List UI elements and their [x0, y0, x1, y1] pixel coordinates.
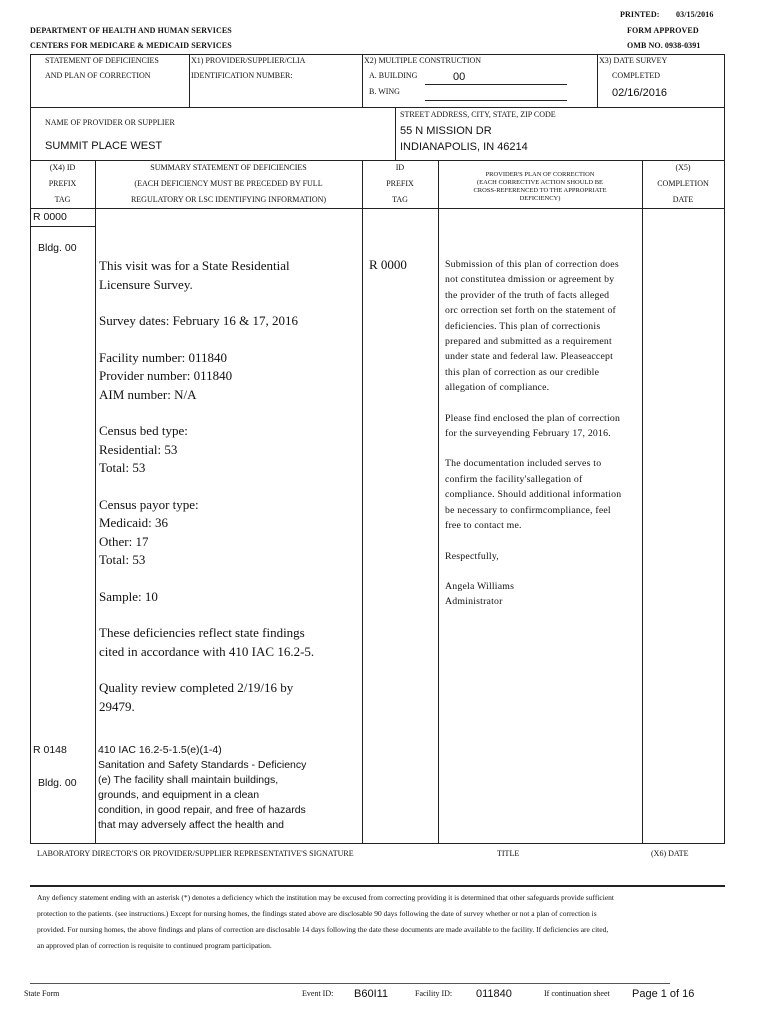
plan-paragraph: Please find enclosed the plan of correction for the surveyending February 17, 2016. [445, 412, 621, 440]
col-x4-id: (X4) ID [49, 163, 76, 172]
signature-underline [30, 885, 725, 887]
col-tag: TAG [54, 195, 71, 204]
x6-date-label: (X6) DATE [651, 849, 689, 858]
x1-label: IDENTIFICATION NUMBER: [191, 71, 293, 80]
column-divider [95, 160, 96, 844]
table-divider [362, 54, 363, 107]
centers-name: CENTERS FOR MEDICARE & MEDICAID SERVICES [30, 41, 232, 50]
state-form-label: State Form [24, 989, 60, 998]
table-border-bottom [30, 843, 725, 844]
col-x5: (X5) [675, 163, 691, 172]
event-id: B60I11 [354, 988, 389, 1000]
plan-text [445, 257, 623, 610]
summary-paragraph: Survey dates: February 16 & 17, 2016 [99, 313, 298, 328]
summary-paragraph: Census bed type: Residential: 53 Total: 53 [99, 423, 188, 475]
omb-number: OMB NO. 0938-0391 [627, 41, 701, 50]
col-plan: DEFICIENCY) [519, 195, 561, 202]
printed-date: 03/15/2016 [676, 10, 714, 19]
table-border-top [30, 54, 725, 55]
col-id: ID [395, 163, 405, 172]
summary-paragraph: Census payor type: Medicaid: 36 Other: 17 Total: 53 [99, 496, 199, 567]
x3-label: COMPLETED [612, 71, 660, 80]
table-divider [395, 107, 396, 160]
col-summary: REGULATORY OR LSC IDENTIFYING INFORMATION) [130, 195, 327, 204]
col-tag2: TAG [392, 195, 408, 204]
col-summary: SUMMARY STATEMENT OF DEFICIENCIES [150, 163, 307, 172]
table-divider [597, 54, 598, 107]
wing-label: B. WING [369, 87, 400, 96]
department-name: DEPARTMENT OF HEALTH AND HUMAN SERVICES [30, 26, 232, 35]
col-date: DATE [672, 195, 694, 204]
plan-paragraph: Respectfully, [445, 550, 499, 562]
r0000-building: Bldg. 00 [38, 242, 77, 254]
statement-label: STATEMENT OF DEFICIENCIES [45, 56, 159, 65]
table-divider [30, 107, 725, 108]
building-label: A. BUILDING [369, 71, 418, 80]
building-underline [425, 84, 567, 85]
title-label: TITLE [497, 849, 520, 858]
r0000-tag: R 0000 [33, 211, 67, 223]
facility-id-label: Facility ID: [415, 989, 453, 998]
tag-underline [30, 226, 95, 227]
col-prefix: PREFIX [48, 179, 77, 188]
footnote: Any defiency statement ending with an asterisk (*) denotes a deficiency which the institution may be excused from correcting providing it is determined that other safeguards provide sufficient protection to the patients. (see instructions.) Except for nursing homes, the findings stated above are disclosable 90 days following the date of survey whether or not a plan of correction is provided. For nursing homes, the above findings and plans of correction are disclosable 14 days following the date these documents are made available to the facility. If deficiencies are cited, an approved plan of correction is requisite to continued program participation. [37, 893, 614, 950]
continuation-label: If continuation sheet [544, 989, 610, 998]
col-plan: (EACH CORRECTIVE ACTION SHOULD BE [476, 179, 604, 186]
table-border-right [724, 54, 725, 844]
x3-label: X3) DATE SURVEY [599, 56, 668, 65]
table-divider [30, 160, 725, 161]
x1-label: X1) PROVIDER/SUPPLIER/CLIA [191, 56, 306, 65]
col-prefix2: PREFIX [386, 179, 414, 188]
col-summary: (EACH DEFICIENCY MUST BE PRECEDED BY FULL [134, 179, 323, 188]
address-line1: 55 N MISSION DR [400, 125, 492, 137]
table-divider [30, 208, 725, 209]
address-label: STREET ADDRESS, CITY, STATE, ZIP CODE [400, 110, 556, 119]
provider-name-label: NAME OF PROVIDER OR SUPPLIER [45, 118, 175, 127]
summary-paragraph: These deficiencies reflect state findings cited in accordance with 410 IAC 16.2-5. [99, 625, 315, 659]
col-completion: COMPLETION [657, 179, 709, 188]
table-divider [189, 54, 190, 107]
plan-paragraph: The documentation included serves to confirm the facility'sallegation of compliance. Should additional information be necessary to confirmcompliance, feel free to contact me. [445, 458, 622, 532]
event-id-label: Event ID: [302, 989, 334, 998]
summary-paragraph: Quality review completed 2/19/16 by 29479. [99, 680, 294, 714]
r0148-text: 410 IAC 16.2-5-1.5(e)(1-4) Sanitation and Safety Standards - Deficiency (e) The facility shall maintain buildings, grounds, and equipment in a clean condition, in good repair, and free of hazards that may adversely affect the health and [98, 744, 307, 831]
r0148-building: Bldg. 00 [38, 777, 77, 789]
footer-rule [30, 983, 670, 984]
col-plan: CROSS-REFERENCED TO THE APPROPRIATE [473, 187, 607, 194]
form-approved: FORM APPROVED [627, 26, 699, 35]
column-divider [642, 160, 643, 844]
director-signature-label: LABORATORY DIRECTOR'S OR PROVIDER/SUPPLIER REPRESENTATIVE'S SIGNATURE [37, 849, 354, 858]
date-completed: 02/16/2016 [612, 87, 668, 99]
r0148-tag: R 0148 [33, 744, 67, 756]
address-line2: INDIANAPOLIS, IN 46214 [400, 141, 528, 153]
column-divider [362, 160, 363, 844]
page-number: Page 1 of 16 [632, 988, 695, 1000]
x2-label: X2) MULTIPLE CONSTRUCTION [364, 56, 482, 65]
column-divider [438, 160, 439, 844]
plan-paragraph: Angela Williams Administrator [445, 580, 515, 608]
col-plan: PROVIDER'S PLAN OF CORRECTION [485, 171, 595, 178]
wing-underline [425, 100, 567, 101]
facility-id: 011840 [476, 988, 512, 1000]
provider-name: SUMMIT PLACE WEST [45, 140, 163, 152]
building-value: 00 [453, 71, 466, 83]
printed-label: PRINTED: [620, 10, 660, 19]
statement-label: AND PLAN OF CORRECTION [45, 71, 151, 80]
summary-text [99, 257, 329, 716]
summary-paragraph: This visit was for a State Residential Licensure Survey. [99, 258, 290, 292]
summary-paragraph: Sample: 10 [99, 588, 158, 604]
summary-paragraph: Facility number: 011840 Provider number: 011840 AIM number: N/A [99, 349, 233, 402]
table-border-left [30, 54, 31, 844]
r0000-id-tag: R 0000 [369, 257, 407, 272]
plan-paragraph: Submission of this plan of correction does not constitutea dmission or agreement by the provider of the truth of facts alleged orc orrection set forth on the statement of deficiencies. This plan of correctionis prepared and submitted as a requirement under state and federal law. Pleaseaccept this plan of correction as our credible allegation of compliance. [445, 259, 619, 394]
